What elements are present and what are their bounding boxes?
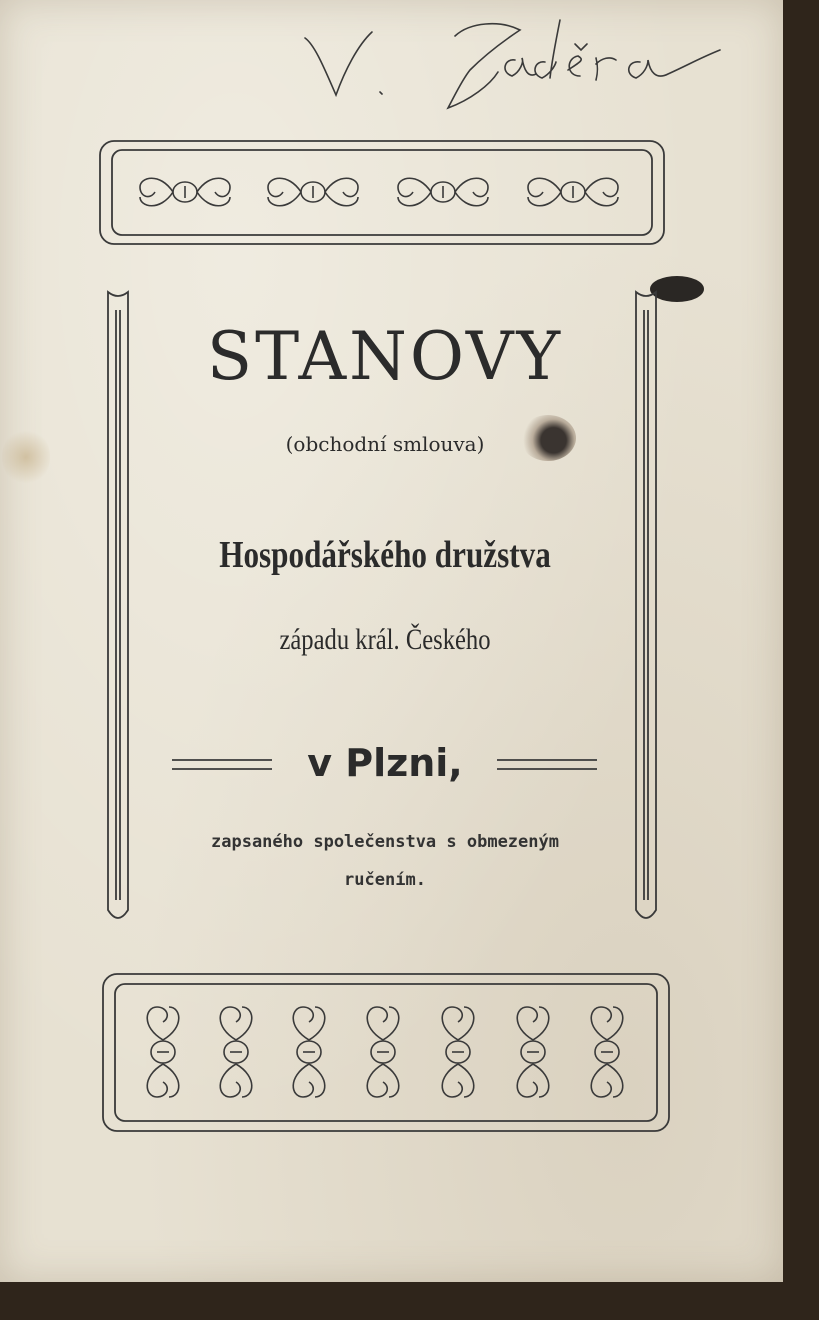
cooperative-name: Hospodářského družstva bbox=[219, 534, 551, 576]
document-title: STANOVY bbox=[206, 318, 564, 395]
region-name: západu král. Českého bbox=[279, 623, 491, 656]
document-subtitle: (obchodní smlouva) bbox=[285, 432, 485, 456]
registration-line-2: ručením. bbox=[344, 870, 426, 890]
registration-line-1: zapsaného společenstva s obmezeným bbox=[211, 832, 559, 852]
city-name: v Plzni, bbox=[307, 741, 463, 785]
